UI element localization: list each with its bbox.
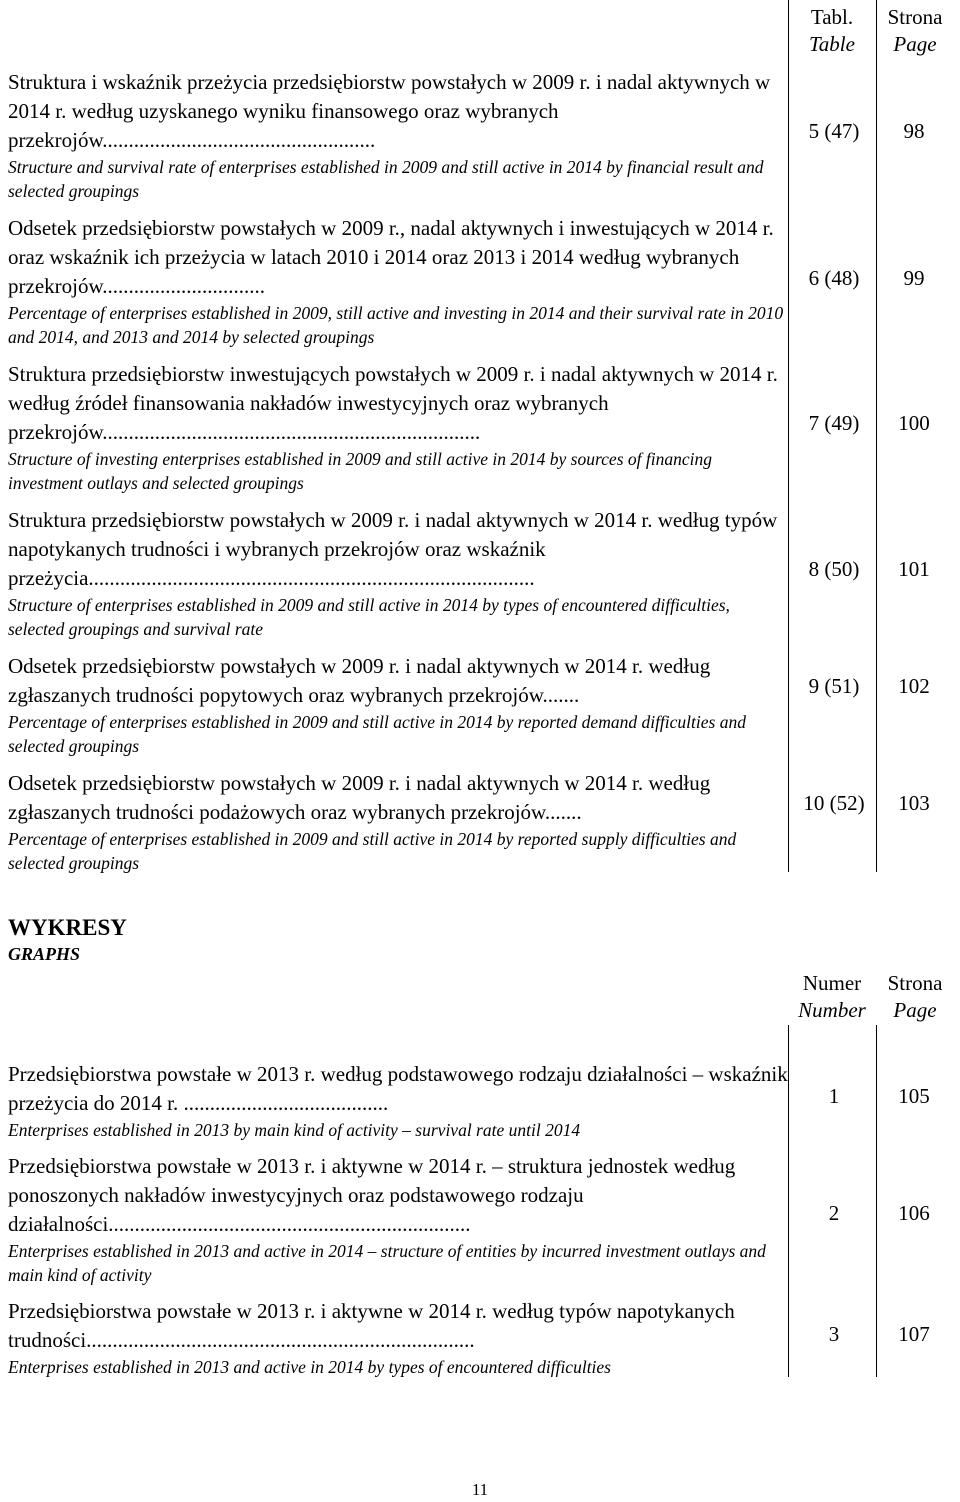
table-entry[interactable] [8, 360, 788, 495]
table-entry-title-pl: Odsetek przedsiębiorstw powstałych w 2009 r. i nadal aktywnych w 2014 r. według zgłaszanych trudności podażowych oraz wybranych przekrojów....... [8, 771, 711, 824]
tables-header-page-pl: Strona [887, 5, 943, 29]
table-entry-title-pl: Odsetek przedsiębiorstw powstałych w 2009 r. i nadal aktywnych w 2014 r. według zgłaszanych trudności popytowych oraz wybranych przekrojów....... [8, 654, 711, 707]
graph-entry-title-en: Enterprises established in 2013 and active in 2014 by types of encountered difficulties [8, 1357, 611, 1377]
graphs-column-rule-left [788, 1025, 789, 1377]
table-entry-title-en: Structure of investing enterprises established in 2009 and still active in 2014 by sources of financing investment outlays and selected groupings [8, 449, 712, 493]
graphs-header-page [876, 970, 954, 1024]
table-entry-title-en: Percentage of enterprises established in 2009 and still active in 2014 by reported supply difficulties and selected groupings [8, 829, 737, 873]
table-entry-title-en: Percentage of enterprises established in 2009 and still active in 2014 by reported demand difficulties and selected groupings [8, 712, 746, 756]
graphs-section-subtitle: GRAPHS [8, 944, 81, 964]
table-entry[interactable] [8, 652, 788, 758]
table-entry-page: 98 [903, 119, 925, 143]
tables-header-page-en: Page [893, 32, 937, 56]
table-entry-number: 9 (51) [808, 674, 860, 698]
tables-header-table-pl: Tabl. [810, 5, 854, 29]
table-entry-title-pl: Struktura przedsiębiorstw powstałych w 2009 r. i nadal aktywnych w 2014 r. według typów napotykanych trudności i wybranych przekrojów oraz wskaźnik przeżycia..................................................................................... [8, 508, 778, 590]
graph-entry-title-en: Enterprises established in 2013 and active in 2014 – structure of entities by incurred investment outlays and main kind of activity [8, 1241, 766, 1285]
table-entry-page: 102 [898, 674, 930, 698]
graph-entry-page: 105 [898, 1084, 930, 1108]
tables-column-rule-left [788, 0, 789, 872]
page-number: 11 [471, 1480, 489, 1499]
table-entry-number: 5 (47) [808, 119, 860, 143]
tables-header-table-en: Table [809, 32, 855, 56]
graphs-header-page-en: Page [893, 998, 937, 1022]
graphs-header-number [788, 970, 876, 1024]
table-entry-page: 100 [898, 411, 930, 435]
table-entry-number: 6 (48) [808, 266, 860, 290]
table-entry-page: 103 [898, 791, 930, 815]
table-entry-number: 7 (49) [808, 411, 860, 435]
tables-header-table [788, 4, 876, 58]
table-entry-title-pl: Struktura i wskaźnik przeżycia przedsiębiorstw powstałych w 2009 r. i nadal aktywnych w 2014 r. według uzyskanego wyniku finansowego oraz wybranych przekrojów.................................................... [8, 70, 771, 152]
graphs-header-page-pl: Strona [887, 971, 943, 995]
graph-entry-title-en: Enterprises established in 2013 by main kind of activity – survival rate until 2014 [8, 1120, 581, 1140]
graph-entry-number: 1 [828, 1084, 840, 1108]
table-entry-title-pl: Odsetek przedsiębiorstw powstałych w 2009 r., nadal aktywnych i inwestujących w 2014 r. oraz wskaźnik ich przeżycia w latach 2010 i 2014 oraz 2013 i 2014 według wybranych przekrojów............................... [8, 216, 774, 298]
table-entry-page: 99 [903, 266, 925, 290]
graph-entry-page: 106 [898, 1201, 930, 1225]
graph-entry-number: 2 [828, 1201, 840, 1225]
graph-entry-title-pl: Przedsiębiorstwa powstałe w 2013 r. według podstawowego rodzaju działalności – wskaźnik przeżycia do 2014 r. ....................................... [8, 1062, 788, 1115]
graphs-section-title: WYKRESY [8, 915, 127, 940]
table-entry-title-en: Percentage of enterprises established in 2009, still active and investing in 2014 and their survival rate in 2010 and 2014, and 2013 and 2014 by selected groupings [8, 303, 784, 347]
graph-entry-page: 107 [898, 1322, 930, 1346]
graph-entry-number: 3 [828, 1322, 840, 1346]
table-entry[interactable] [8, 769, 788, 875]
graphs-header-number-pl: Numer [802, 971, 862, 995]
graph-entry[interactable] [8, 1297, 788, 1379]
graph-entry-title-pl: Przedsiębiorstwa powstałe w 2013 r. i aktywne w 2014 r. – struktura jednostek według ponoszonych nakładów inwestycyjnych oraz podstawowego rodzaju działalności..................................................................... [8, 1154, 736, 1236]
tables-header-page [876, 4, 954, 58]
table-entry-number: 8 (50) [808, 557, 860, 581]
graph-entry[interactable] [8, 1060, 788, 1142]
table-entry[interactable] [8, 214, 788, 349]
graph-entry[interactable] [8, 1152, 788, 1287]
table-entry-title-en: Structure of enterprises established in 2009 and still active in 2014 by types of encountered difficulties, selected groupings and survival rate [8, 595, 730, 639]
table-entry-page: 101 [898, 557, 930, 581]
table-entry-number: 10 (52) [803, 791, 865, 815]
table-entry-title-en: Structure and survival rate of enterprises established in 2009 and still active in 2014 by financial result and selected groupings [8, 157, 764, 201]
table-entry[interactable] [8, 506, 788, 641]
table-entry[interactable] [8, 68, 788, 203]
graph-entry-title-pl: Przedsiębiorstwa powstałe w 2013 r. i aktywne w 2014 r. według typów napotykanych trudności.......................................................................... [8, 1299, 735, 1352]
table-entry-title-pl: Struktura przedsiębiorstw inwestujących powstałych w 2009 r. i nadal aktywnych w 2014 r. według źródeł finansowania nakładów inwestycyjnych oraz wybranych przekrojów........................................................................ [8, 362, 778, 444]
graphs-header-number-en: Number [798, 998, 866, 1022]
